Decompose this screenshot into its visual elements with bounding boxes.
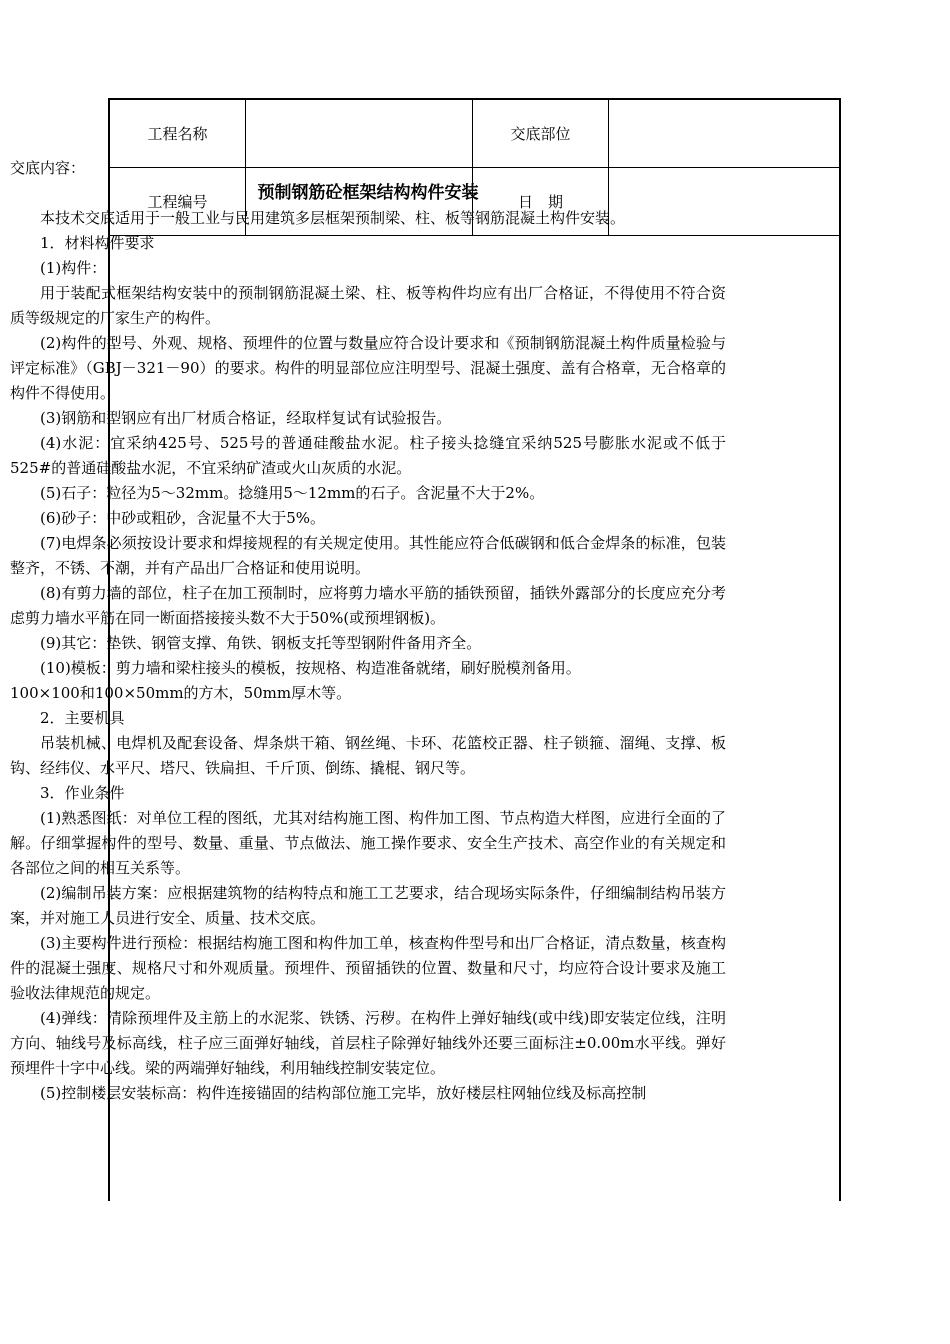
document-title: 预制钢筋砼框架结构构件安装 [257,183,479,203]
paragraph: (2)构件的型号、外观、规格、预埋件的位置与数量应符合设计要求和《预制钢筋混凝土构件质量检验与评定标准》（GBJ－321－90）的要求。构件的明显部位应注明型号、混凝土强度、盖有合格章，无合格章的构件不得使用。 [10,334,726,402]
content-body [10,156,726,1106]
paragraph: (1)熟悉图纸：对单位工程的图纸，尤其对结构施工图、构件加工图、节点构造大样图，应进行全面的了解。仔细掌握构件的型号、数量、重量、节点做法、施工操作要求、安全生产技术、高空作业的有关规定和各部位之间的相互关系等。 [10,809,726,877]
paragraph: (6)砂子：中砂或粗砂，含泥量不大于5%。 [40,509,326,527]
paragraph: (3)钢筋和型钢应有出厂材质合格证，经取样复试有试验报告。 [40,409,452,427]
paragraph: (7)电焊条必须按设计要求和焊接规程的有关规定使用。其性能应符合低碳钢和低合金焊条的标准，包装整齐，不锈、不潮，并有产品出厂合格证和使用说明。 [10,534,726,577]
paragraph: (4)水泥：宜采纳425号、525号的普通硅酸盐水泥。柱子接头捻缝宜采纳525号膨胀水泥或不低于525#的普通硅酸盐水泥，不宜采纳矿渣或火山灰质的水泥。 [10,434,726,477]
paragraph: (8)有剪力墙的部位，柱子在加工预制时，应将剪力墙水平筋的插铁预留，插铁外露部分的长度应充分考虑剪力墙水平筋在同一断面搭接接头数不大于50%(或预埋钢板)。 [10,584,726,627]
date-label: 日 期 [473,167,609,235]
paragraph: (1)构件： [40,259,107,277]
project-name-label: 工程名称 [110,100,246,167]
paragraph: 用于装配式框架结构安装中的预制钢筋混凝土梁、柱、板等构件均应有出厂合格证，不得使用不符合资质等级规定的厂家生产的构件。 [10,284,726,327]
paragraph: (4)弹线：清除预埋件及主筋上的水泥浆、铁锈、污秽。在构件上弹好轴线(或中线)即安装定位线，注明方向、轴线号及标高线，柱子应三面弹好轴线，首层柱子除弹好轴线外还要三面标注±0.00m水平线。弹好预埋件十字中心线。梁的两端弹好轴线，利用轴线控制安装定位。 [10,1009,726,1077]
paragraph: 吊装机械、电焊机及配套设备、焊条烘干箱、钢丝绳、卡环、花篮校正器、柱子锁箍、溜绳、支撑、板钩、经纬仪、水平尺、塔尺、铁扁担、千斤顶、倒练、撬棍、钢尺等。 [10,734,726,777]
paragraph: (2)编制吊装方案：应根据建筑物的结构特点和施工工艺要求，结合现场实际条件，仔细编制结构吊装方案，并对施工人员进行安全、质量、技术交底。 [10,884,726,927]
paragraph: (10)模板：剪力墙和梁柱接头的模板，按规格、构造准备就绪，刷好脱模剂备用。 [40,659,581,677]
paragraph: 100×100和100×50mm的方木，50mm厚木等。 [10,684,352,702]
paragraph: (5)石子：粒径为5～32mm。捻缝用5～12mm的石子。含泥量不大于2%。 [40,484,545,502]
paragraph: (3)主要构件进行预检：根据结构施工图和构件加工单，核查构件型号和出厂合格证，清点数量，核查构件的混凝土强度、规格尺寸和外观质量。预埋件、预留插铁的位置、数量和尺寸，均应符合设计要求及施工验收法律规范的规定。 [10,934,726,1002]
disclosure-part-label: 交底部位 [473,100,609,167]
project-no-label: 工程编号 [110,167,246,235]
content-label: 交底内容： [10,159,86,177]
paragraph: (5)控制楼层安装标高：构件连接锚固的结构部位施工完毕，放好楼层柱网轴位线及标高控制 [40,1084,647,1102]
paragraph: 本技术交底适用于一般工业与民用建筑多层框架预制梁、柱、板等钢筋混凝土构件安装。 [40,209,626,227]
section-heading: 3．作业条件 [40,784,125,802]
section-heading: 2．主要机具 [40,709,125,727]
section-heading: 1．材料构件要求 [40,234,155,252]
paragraph: (9)其它：垫铁、钢管支撑、角铁、钢板支托等型钢附件备用齐全。 [40,634,482,652]
